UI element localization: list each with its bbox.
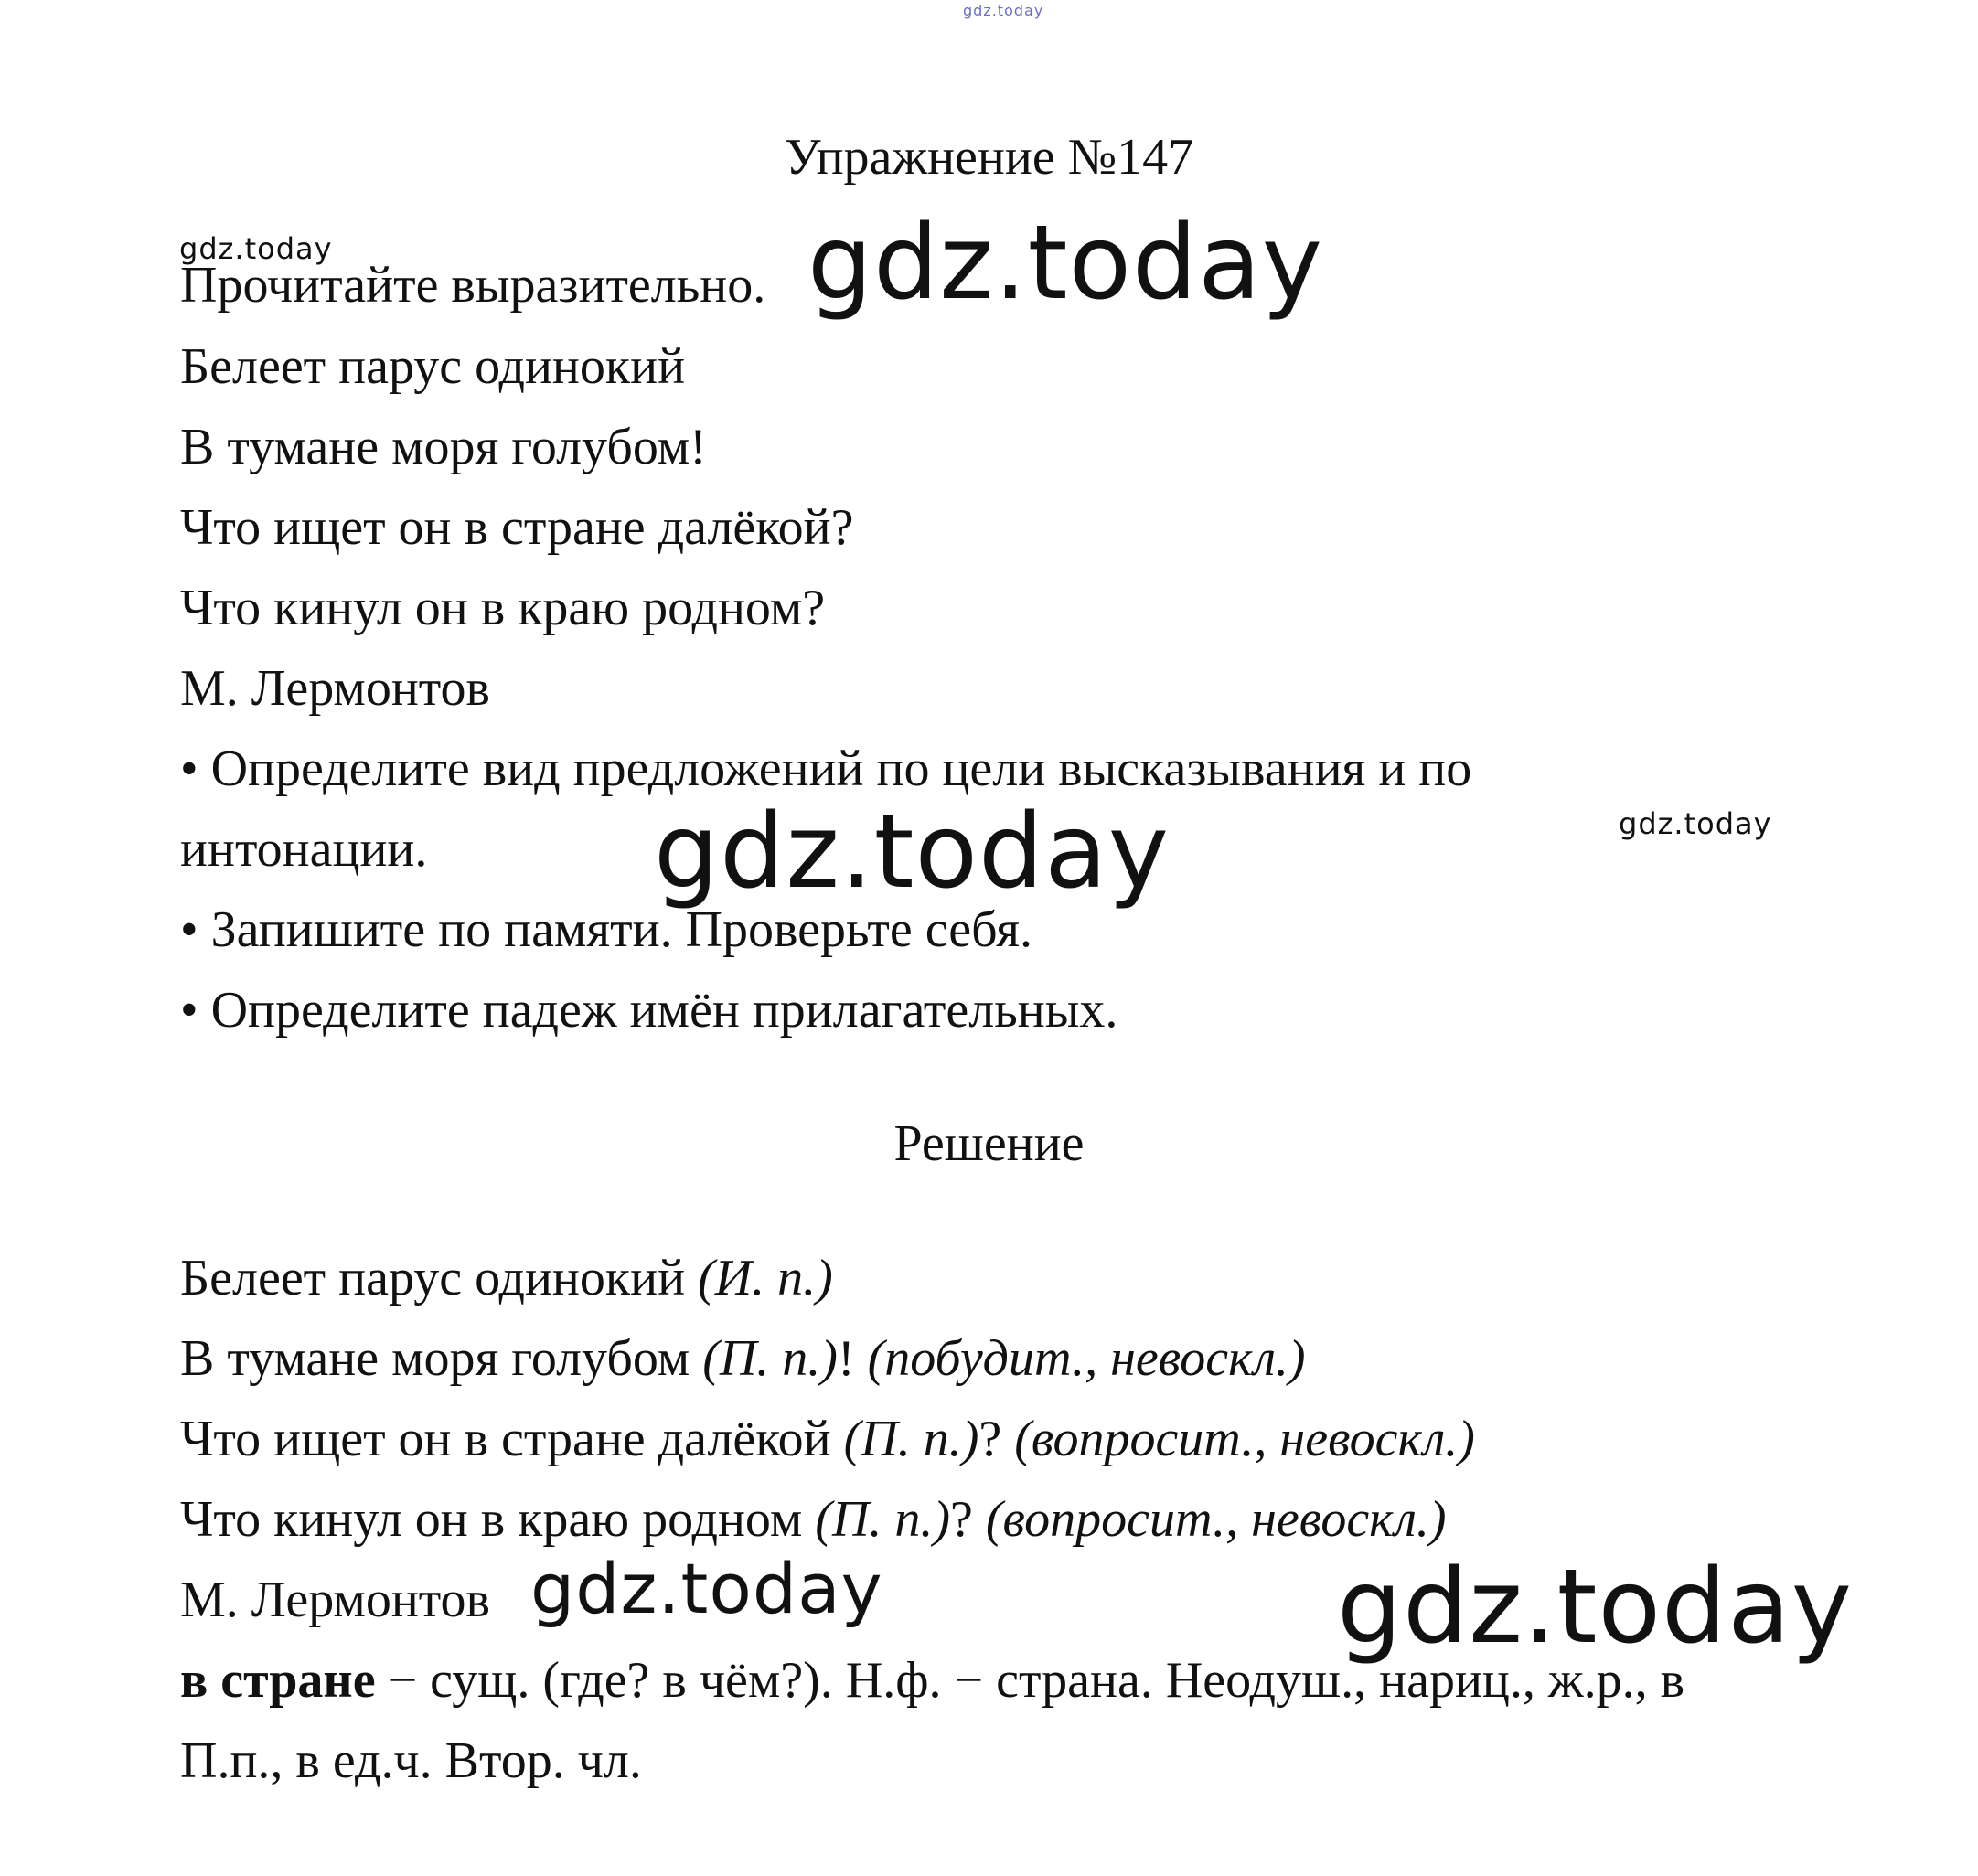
case-label: (И. п.)	[698, 1250, 833, 1306]
solution-line-text: Что кинул он в краю родном	[180, 1491, 816, 1548]
task-line: • Определите падеж имён прилагательных.	[180, 982, 1118, 1039]
sentence-punct: ?	[950, 1491, 986, 1548]
solution-line	[180, 1491, 1447, 1548]
watermark-large-1: gdz.today	[807, 204, 1324, 323]
poem-line: Белеет парус одинокий	[180, 338, 686, 395]
poem-line: Что ищет он в стране далёкой?	[180, 499, 854, 556]
watermark-medium: gdz.today	[530, 1548, 883, 1629]
solution-line	[180, 1252, 833, 1304]
watermark-small-2: gdz.today	[1619, 806, 1772, 841]
poem-line: Что кинул он в краю родном?	[180, 580, 826, 636]
poem-line: В тумане моря голубом!	[180, 419, 707, 475]
poem-author: М. Лермонтов	[180, 660, 490, 717]
solution-line-text: Что ищет он в стране далёкой	[180, 1411, 844, 1467]
parse-line: П.п., в ед.ч. Втор. чл.	[180, 1732, 642, 1789]
watermark-top: gdz.today	[963, 2, 1044, 19]
watermark-large-3: gdz.today	[1337, 1548, 1854, 1667]
parse-line	[180, 1652, 1685, 1709]
task-line: • Определите вид предложений по цели высказывания и по	[180, 741, 1472, 797]
sentence-type-note: (вопросит., невоскл.)	[1014, 1411, 1475, 1467]
case-label: (П. п.)	[702, 1330, 838, 1387]
sentence-punct: !	[837, 1330, 868, 1387]
exercise-title: Упражнение №147	[784, 129, 1194, 186]
parse-text: − сущ. (где? в чём?). Н.ф. − страна. Неодуш., нариц., ж.р., в	[375, 1652, 1685, 1709]
watermark-small-1: gdz.today	[179, 231, 333, 266]
sentence-punct: ?	[978, 1411, 1015, 1467]
solution-title: Решение	[893, 1115, 1085, 1172]
solution-line	[180, 1330, 1306, 1387]
watermark-large-2: gdz.today	[654, 793, 1171, 911]
exercise-instruction: Прочитайте выразительно.	[180, 257, 766, 314]
sentence-type-note: (вопросит., невоскл.)	[985, 1491, 1447, 1548]
sentence-type-note: (побудит., невоскл.)	[867, 1330, 1306, 1387]
solution-line-text: В тумане моря голубом	[180, 1330, 703, 1387]
parsed-word: в стране	[180, 1652, 376, 1709]
case-label: (П. п.)	[843, 1411, 979, 1467]
solution-author: М. Лермонтов	[180, 1572, 490, 1628]
solution-line	[180, 1413, 1475, 1465]
task-line: интонации.	[180, 821, 428, 878]
case-label: (П. п.)	[815, 1491, 951, 1548]
task-line: • Запишите по памяти. Проверьте себя.	[180, 901, 1032, 958]
solution-line-text: Белеет парус одинокий	[180, 1250, 699, 1306]
